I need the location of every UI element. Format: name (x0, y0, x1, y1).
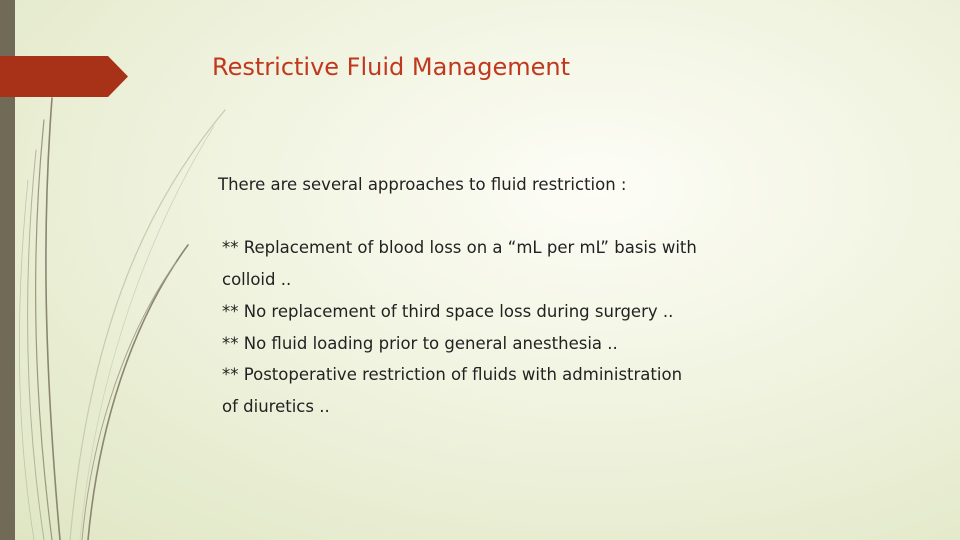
bullet-1-line-2: colloid .. (222, 270, 292, 289)
bullet-1-line-1: ** Replacement of blood loss on a “mL per mL” basis with (222, 238, 697, 257)
intro-text: There are several approaches to fluid restriction : (218, 175, 627, 194)
title-arrow-shape (0, 56, 128, 97)
slide-title: Restrictive Fluid Management (212, 53, 570, 81)
bullet-2-line-1: ** No replacement of third space loss during surgery .. (222, 302, 674, 321)
bullet-4-line-1: ** Postoperative restriction of fluids with administration (222, 365, 683, 384)
bullet-4-line-2: of diuretics .. (222, 397, 330, 416)
bullet-3-line-1: ** No fluid loading prior to general anesthesia .. (222, 334, 618, 353)
